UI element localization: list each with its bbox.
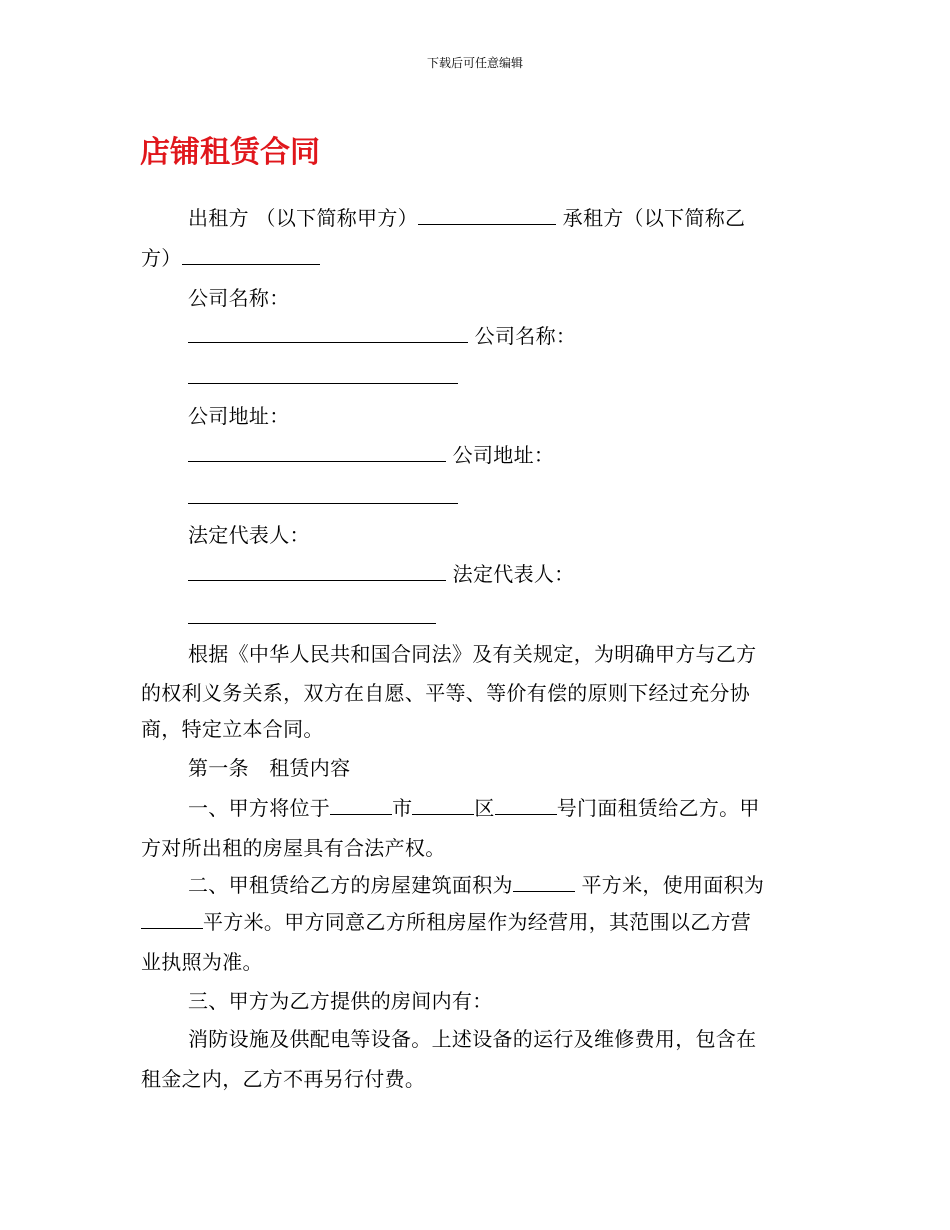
clause-1-text-d: 号门面租赁给乙方。甲: [556, 796, 760, 820]
clause-2-line-3: 业执照为准。: [141, 950, 263, 974]
clause-1-line-2: 方对所出租的房屋具有合法产权。: [141, 836, 446, 860]
company-address-label: 公司地址：: [188, 404, 290, 428]
document-title: 店铺租赁合同: [140, 135, 320, 170]
lessee-company-name-blank: [188, 383, 458, 384]
lessor-company-address-blank: [188, 439, 446, 462]
clause-2-text-c: 平方米。甲方同意乙方所租房屋作为经营用，其范围以乙方营: [203, 910, 752, 934]
legal-rep-row: [141, 517, 801, 554]
preamble-line-1: 根据《中华人民共和国合同法》及有关规定，为明确甲方与乙方: [188, 642, 757, 666]
clause-1-text-a: 一、甲方将位于: [188, 796, 331, 820]
district-blank: [412, 792, 474, 815]
company-name-label: 公司名称：: [188, 286, 290, 310]
parties-line-1: [141, 200, 801, 237]
preamble-line-2: 的权利义务关系，双方在自愿、平等、等价有偿的原则下经过充分协: [141, 681, 750, 705]
lessee-label-cont: 方）: [141, 246, 182, 270]
header-note: 下载后可任意编辑: [426, 56, 523, 70]
lessee-label: 承租方（以下简称乙: [562, 206, 746, 230]
clause-1-text-c: 区: [474, 796, 495, 820]
clause-3: 三、甲方为乙方提供的房间内有：: [188, 989, 493, 1013]
clause-2-text-a: 二、甲租赁给乙方的房屋建筑面积为: [188, 873, 513, 897]
company-name-label-2: 公司名称：: [474, 324, 577, 348]
clause-1-line-1: [141, 790, 801, 827]
usable-area-blank: [141, 906, 203, 929]
clause-2-text-b: 平方米，使用面积为: [581, 873, 765, 897]
article-1-heading: 第一条 租赁内容: [188, 756, 351, 780]
number-blank: [495, 792, 557, 815]
lessor-company-name-blank: [188, 320, 468, 343]
lessee-company-address-blank: [188, 503, 458, 504]
company-address-row-2: [141, 437, 801, 474]
clause-1-text-b: 市: [392, 796, 413, 820]
company-address-label-2: 公司地址：: [452, 443, 555, 467]
company-name-row-2: [141, 318, 801, 355]
building-area-blank: [513, 869, 575, 892]
preamble-line-3: 商，特定立本合同。: [141, 717, 324, 741]
clause-2-line-2: [141, 904, 801, 941]
lessor-label: 出租方 （以下简称甲方）: [188, 206, 418, 230]
lessor-legal-rep-blank: [188, 558, 446, 581]
lessee-legal-rep-blank: [188, 623, 436, 624]
lessor-blank: [418, 202, 556, 225]
clause-3-detail-line-2: 租金之内，乙方不再另行付费。: [141, 1067, 426, 1091]
clause-3-detail-line-1: 消防设施及供配电等设备。上述设备的运行及维修费用，包含在: [188, 1027, 757, 1051]
parties-line-2: [141, 240, 801, 277]
legal-rep-row-2: [141, 556, 801, 593]
company-name-row: [141, 280, 801, 317]
company-address-row: [141, 398, 801, 435]
clause-2-line-1: [141, 867, 801, 904]
legal-rep-label-2: 法定代表人：: [452, 562, 575, 586]
legal-rep-label: 法定代表人：: [188, 523, 310, 547]
city-blank: [330, 792, 392, 815]
lessee-blank: [182, 242, 320, 265]
